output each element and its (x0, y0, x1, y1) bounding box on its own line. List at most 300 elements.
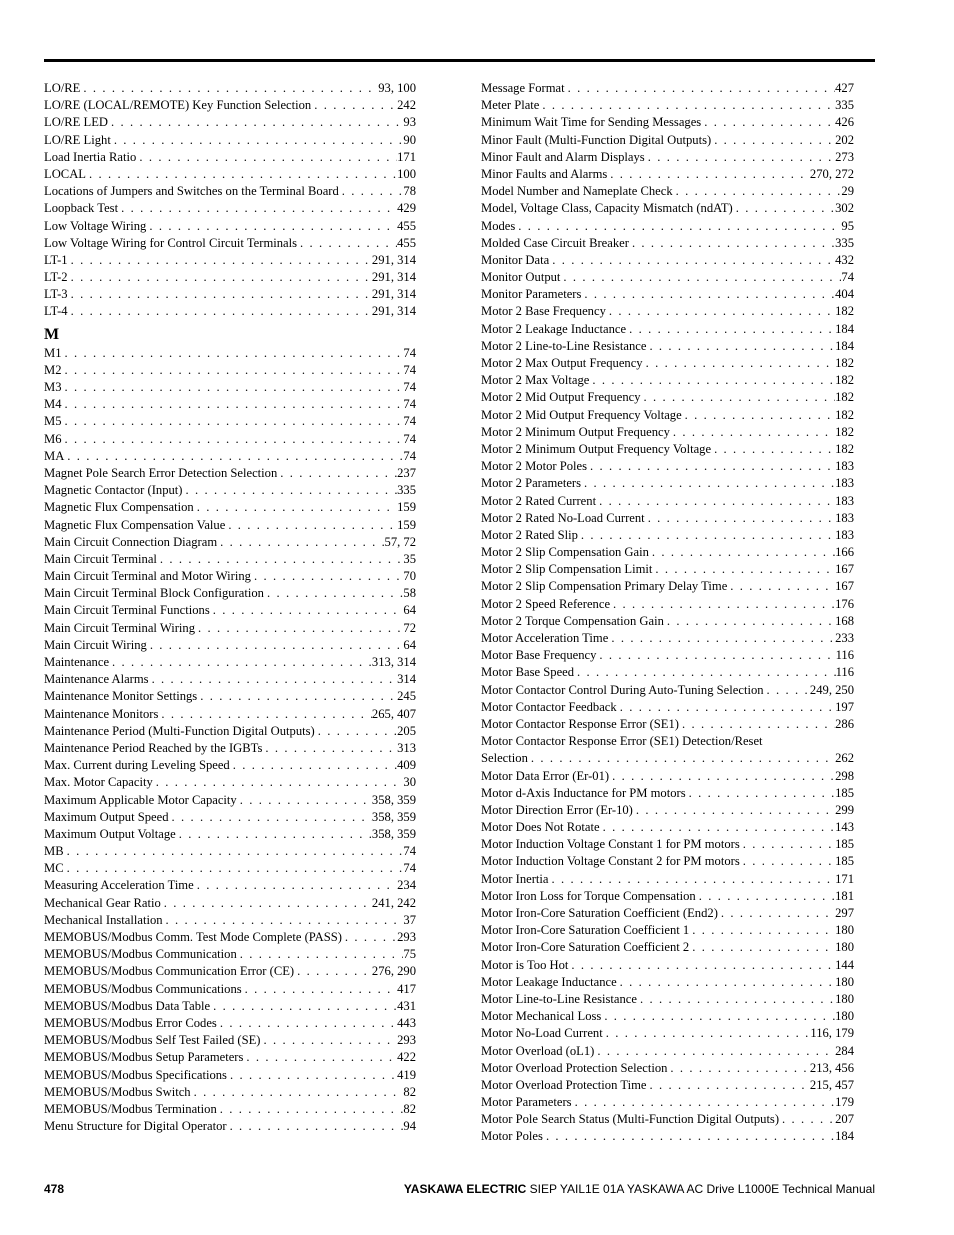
dot-leader (237, 946, 404, 963)
index-entry (44, 946, 416, 963)
index-page-refs: 35 (403, 551, 416, 566)
index-term: Motor 2 Base Frequency (481, 304, 606, 319)
index-term: LOCAL (44, 166, 86, 181)
index-term: Motor 2 Max Voltage (481, 373, 590, 388)
index-term: LO/RE LED (44, 115, 109, 130)
index-entry (481, 939, 854, 956)
index-entry (481, 1008, 854, 1025)
dot-leader (649, 544, 835, 561)
index-page-refs: 202 (835, 132, 854, 147)
dot-leader (158, 706, 372, 723)
index-page-refs: 262 (835, 751, 854, 766)
index-page-refs: 276, 290 (371, 964, 416, 979)
index-entry (481, 1077, 854, 1094)
dot-leader (543, 1128, 835, 1145)
index-page-refs: 273 (835, 149, 854, 164)
dot-leader (147, 637, 404, 654)
index-group-m (44, 345, 416, 1136)
index-entry (481, 1043, 854, 1060)
index-page-refs: 455 (397, 218, 416, 233)
footer-title: SIEP YAIL1E 01A YASKAWA AC Drive L1000E Technical Manual (526, 1182, 875, 1196)
index-page-refs: 167 (835, 562, 854, 577)
index-term: Minor Fault and Alarm Displays (481, 149, 645, 164)
dot-leader (673, 183, 842, 200)
index-entry (44, 723, 416, 740)
index-entry (481, 510, 854, 527)
index-term: Magnet Pole Search Error Detection Selection (44, 465, 278, 480)
dot-leader (641, 389, 836, 406)
dot-leader (311, 97, 397, 114)
dot-leader (594, 1043, 835, 1060)
index-term: Motor 2 Mid Output Frequency Voltage (481, 407, 682, 422)
index-term: MB (44, 844, 64, 859)
index-term: M3 (44, 380, 62, 394)
dot-leader (608, 630, 835, 647)
dot-leader (701, 114, 835, 131)
dot-leader (62, 379, 404, 396)
index-term: Motor Direction Error (Er-10) (481, 802, 633, 817)
dot-leader (740, 853, 835, 870)
dot-leader (617, 974, 835, 991)
index-page-refs: 74 (403, 380, 416, 394)
index-page-refs: 302 (835, 201, 854, 216)
dot-leader (80, 80, 378, 97)
index-page-refs: 64 (403, 603, 416, 618)
index-entry (44, 465, 416, 482)
index-term: Motor No-Load Current (481, 1026, 603, 1041)
index-entry (44, 1067, 416, 1084)
dot-leader (68, 252, 372, 269)
index-page-refs: 171 (835, 871, 854, 886)
index-page-refs: 176 (835, 596, 854, 611)
dot-leader (711, 441, 835, 458)
dot-leader (727, 578, 835, 595)
index-term: MA (44, 448, 65, 463)
index-entry (44, 200, 416, 217)
index-term: Maximum Applicable Motor Capacity (44, 792, 237, 807)
index-entry (481, 338, 854, 355)
index-term: Motor 2 Motor Poles (481, 459, 588, 474)
index-entry (481, 235, 854, 252)
index-term: Motor Induction Voltage Constant 2 for PM motors (481, 854, 740, 869)
index-term: Modes (481, 218, 516, 233)
index-term: Motor Iron Loss for Torque Compensation (481, 888, 696, 903)
index-page-refs: 100 (397, 166, 416, 181)
index-page-refs: 58 (403, 586, 416, 601)
index-entry (44, 379, 416, 396)
index-term: Message Format (481, 81, 565, 95)
dot-leader (629, 235, 835, 252)
index-entry (44, 114, 416, 131)
index-term: LT-2 (44, 270, 68, 285)
index-page-refs: 182 (835, 390, 854, 405)
index-term: Motor 2 Slip Compensation Primary Delay Time (481, 579, 728, 594)
dot-leader (315, 723, 397, 740)
index-entry (44, 269, 416, 286)
index-term: MEMOBUS/Modbus Termination (44, 1101, 217, 1116)
index-page-refs: 233 (835, 631, 854, 645)
index-term: Motor d-Axis Inductance for PM motors (481, 785, 686, 800)
dot-leader (242, 981, 397, 998)
index-entry (481, 407, 854, 424)
dot-leader (652, 561, 835, 578)
index-term: Motor Base Frequency (481, 648, 597, 663)
index-entry (481, 321, 854, 338)
dot-leader (565, 80, 836, 97)
index-page-refs: 171 (397, 149, 416, 164)
index-page-refs: 358, 359 (371, 792, 416, 807)
index-term: M4 (44, 397, 62, 412)
index-term: Motor Parameters (481, 1095, 572, 1110)
index-entry (481, 458, 854, 475)
index-term: MEMOBUS/Modbus Communications (44, 981, 242, 996)
index-page-refs: 159 (397, 517, 416, 532)
index-term: Motor Overload (oL1) (481, 1043, 595, 1058)
index-page-refs: 74 (403, 414, 416, 429)
index-page-refs: 291, 314 (371, 270, 416, 285)
index-page-refs: 335 (397, 483, 416, 498)
index-page-refs: 242 (397, 98, 416, 113)
index-term: Motor 2 Minimum Output Frequency (481, 424, 670, 439)
index-term: Motor Data Error (Er-01) (481, 768, 610, 783)
index-term: Motor Overload Protection Time (481, 1077, 647, 1092)
index-page-refs: 234 (397, 878, 416, 893)
index-term: Motor 2 Slip Compensation Limit (481, 562, 653, 577)
index-term: Model, Voltage Class, Capacity Mismatch (ndAT) (481, 201, 733, 216)
index-term: Motor 2 Torque Compensation Gain (481, 613, 664, 628)
index-entry (44, 396, 416, 413)
index-page-refs: 265, 407 (371, 706, 416, 721)
index-term: Motor Mechanical Loss (481, 1009, 602, 1024)
dot-leader (667, 1060, 810, 1077)
dot-leader (568, 957, 835, 974)
index-entry (481, 578, 854, 595)
index-term: Motor 2 Slip Compensation Gain (481, 545, 649, 560)
index-page-refs: 183 (835, 459, 854, 474)
index-page-refs: 93 (403, 115, 416, 130)
index-term: Magnetic Flux Compensation (44, 500, 194, 515)
index-entry (44, 448, 416, 465)
index-entry (481, 785, 854, 802)
index-term: LO/RE (LOCAL/REMOTE) Key Function Selection (44, 98, 312, 113)
dot-leader (251, 568, 403, 585)
index-page-refs: 245 (397, 689, 416, 704)
index-entry (481, 355, 854, 372)
index-page-refs: 299 (835, 802, 854, 817)
dot-leader (62, 345, 404, 362)
index-term: Maintenance (44, 655, 110, 669)
dot-leader (157, 551, 403, 568)
index-entry (44, 1049, 416, 1066)
index-entry (44, 345, 416, 362)
dot-leader (696, 888, 835, 905)
index-entry (481, 303, 854, 320)
index-entry (481, 166, 854, 183)
index-page-refs: 116, 179 (810, 1026, 854, 1041)
index-page-refs: 291, 314 (371, 252, 416, 267)
dot-leader (549, 871, 836, 888)
index-page-refs: 180 (835, 940, 854, 955)
index-term: Motor 2 Rated No-Load Current (481, 510, 645, 525)
index-term: Low Voltage Wiring (44, 218, 147, 233)
index-entry (481, 853, 854, 870)
index-page-refs: 291, 314 (371, 287, 416, 302)
index-term: Mechanical Installation (44, 912, 163, 927)
dot-leader (670, 424, 835, 441)
index-entry (44, 218, 416, 235)
index-entry (44, 499, 416, 516)
index-term: Magnetic Flux Compensation Value (44, 517, 226, 532)
dot-leader (261, 1032, 398, 1049)
index-page-refs: 422 (397, 1050, 416, 1065)
index-term: M5 (44, 414, 62, 429)
index-page-refs: 74 (403, 345, 416, 360)
index-entry (481, 1111, 854, 1128)
index-page-refs: 144 (835, 957, 854, 972)
index-page-refs: 183 (835, 493, 854, 508)
dot-leader (539, 97, 835, 114)
index-page-refs: 181 (835, 888, 854, 903)
page-number: 478 (44, 1182, 65, 1196)
index-term: Motor Inertia (481, 871, 549, 886)
dot-leader (607, 166, 810, 183)
dot-leader (633, 802, 835, 819)
dot-leader (210, 998, 397, 1015)
dot-leader (194, 877, 397, 894)
index-page-refs: 293 (397, 1033, 416, 1048)
index-page-refs: 207 (835, 1112, 854, 1127)
index-term: Motor 2 Minimum Output Frequency Voltage (481, 441, 712, 456)
index-page-refs: 185 (835, 854, 854, 869)
index-term: Mechanical Gear Ratio (44, 895, 161, 910)
index-term: Motor Iron-Core Saturation Coefficient (End2) (481, 906, 718, 920)
index-term: MEMOBUS/Modbus Data Table (44, 998, 211, 1013)
footer-manual-title (404, 1181, 875, 1197)
index-entry (44, 895, 416, 912)
dot-leader (609, 768, 835, 785)
dot-leader (574, 664, 836, 681)
index-term: Motor 2 Leakage Inductance (481, 321, 627, 336)
index-entry (481, 132, 854, 149)
index-entry (481, 441, 854, 458)
index-page-refs: 70 (403, 569, 416, 584)
index-term: Main Circuit Connection Diagram (44, 534, 218, 549)
dot-leader (109, 654, 372, 671)
index-page-refs: 116 (835, 648, 854, 663)
dot-leader (587, 458, 835, 475)
index-page-refs: 429 (397, 201, 416, 216)
index-entry (44, 774, 416, 791)
index-entry (481, 922, 854, 939)
index-entry (44, 80, 416, 97)
index-page-refs: 409 (397, 758, 416, 773)
index-entry (481, 269, 854, 286)
dot-leader (62, 362, 404, 379)
dot-leader (225, 517, 397, 534)
dot-leader (682, 407, 835, 424)
index-page-refs: 182 (835, 373, 854, 388)
dot-leader (646, 1077, 809, 1094)
index-page-refs: 182 (835, 407, 854, 422)
index-entry (44, 149, 416, 166)
index-entry (481, 596, 854, 613)
index-entry (481, 544, 854, 561)
dot-leader (560, 269, 841, 286)
index-term: Motor Poles (481, 1129, 543, 1144)
dot-leader (711, 132, 835, 149)
index-entry (44, 671, 416, 688)
index-entry (44, 286, 416, 303)
dot-leader (600, 819, 836, 836)
index-entry (481, 561, 854, 578)
index-page-refs: 237 (397, 465, 416, 480)
index-entry (481, 819, 854, 836)
dot-leader (217, 534, 384, 551)
dot-leader (740, 836, 835, 853)
dot-leader (183, 482, 398, 499)
index-page-refs: 182 (835, 304, 854, 319)
dot-leader (645, 510, 835, 527)
index-entry (44, 912, 416, 929)
index-page-refs: 284 (835, 1043, 854, 1058)
index-term: Molded Case Circuit Breaker (481, 235, 629, 250)
index-page-refs: 213, 456 (809, 1060, 854, 1075)
index-entry (481, 802, 854, 819)
index-entry (481, 149, 854, 166)
dot-leader (136, 149, 397, 166)
index-page-refs: 182 (835, 424, 854, 439)
index-entry (44, 1118, 416, 1135)
index-page-refs: 37 (403, 912, 416, 927)
dot-leader (733, 200, 835, 217)
dot-leader (262, 740, 397, 757)
dot-leader (230, 757, 397, 774)
index-term: Model Number and Nameplate Check (481, 184, 673, 199)
index-term: Max. Current during Leveling Speed (44, 758, 230, 773)
index-entry (481, 768, 854, 785)
dot-leader (528, 750, 835, 767)
dot-leader (606, 303, 835, 320)
index-page-refs: 215, 457 (809, 1077, 854, 1092)
index-term: Main Circuit Terminal Functions (44, 603, 210, 618)
index-term: MEMOBUS/Modbus Switch (44, 1084, 191, 1099)
index-entry (481, 647, 854, 664)
index-term: M1 (44, 345, 62, 360)
dot-leader (294, 963, 372, 980)
dot-leader (64, 843, 404, 860)
index-page-refs: 313 (397, 740, 416, 755)
index-term: Maintenance Monitor Settings (44, 689, 198, 704)
index-term: MEMOBUS/Modbus Communication (44, 947, 237, 962)
index-term: Maintenance Period (Multi-Function Digital Outputs) (44, 723, 315, 738)
index-term: Motor Line-to-Line Resistance (481, 991, 637, 1006)
index-term: Main Circuit Terminal Wiring (44, 620, 195, 635)
index-entry (44, 620, 416, 637)
index-term: Maintenance Monitors (44, 706, 159, 721)
dot-leader (297, 235, 397, 252)
index-page-refs: 180 (835, 923, 854, 938)
index-page-refs: 64 (403, 637, 416, 652)
index-entry (481, 630, 854, 647)
index-term: Motor Iron-Core Saturation Coefficient 2 (481, 940, 690, 955)
index-entry (44, 654, 416, 671)
index-page-refs: 404 (835, 287, 854, 302)
index-page-refs: 183 (835, 527, 854, 542)
dot-leader (578, 527, 835, 544)
index-term: M6 (44, 431, 62, 446)
dot-leader (195, 620, 403, 637)
index-page-refs: 291, 314 (371, 304, 416, 319)
index-term: Low Voltage Wiring for Control Circuit Terminals (44, 235, 298, 250)
index-term: Motor Contactor Response Error (SE1) Detection/Reset (481, 734, 763, 749)
index-term: Motor 2 Parameters (481, 476, 582, 491)
dot-leader (68, 286, 372, 303)
index-entry (44, 431, 416, 448)
index-entry (44, 303, 416, 320)
dot-leader (779, 1111, 835, 1128)
index-term: LT-4 (44, 304, 68, 319)
index-term: Maximum Output Voltage (44, 826, 176, 841)
index-entry (44, 235, 416, 252)
index-entry (44, 1015, 416, 1032)
dot-leader (108, 114, 403, 131)
index-term: Motor Induction Voltage Constant 1 for PM motors (481, 837, 740, 852)
index-entry (44, 860, 416, 877)
index-entry (481, 80, 854, 97)
index-page-refs: 419 (397, 1067, 416, 1082)
index-entry (481, 286, 854, 303)
index-page-refs: 358, 359 (371, 826, 416, 841)
index-entry (481, 750, 854, 767)
index-group-m-continued (481, 80, 854, 1146)
index-column-left (44, 80, 416, 1135)
index-term: MEMOBUS/Modbus Setup Parameters (44, 1050, 244, 1065)
dot-leader (153, 774, 404, 791)
index-page-refs: 74 (403, 448, 416, 463)
index-group-l (44, 80, 416, 321)
index-page-refs: 74 (403, 861, 416, 876)
index-page-refs: 93, 100 (378, 81, 416, 95)
index-entry (44, 517, 416, 534)
dot-leader (64, 448, 403, 465)
dot-leader (581, 475, 835, 492)
dot-leader (277, 465, 397, 482)
index-term: Selection (481, 751, 528, 766)
index-entry (44, 1084, 416, 1101)
index-page-refs: 249, 250 (809, 682, 854, 697)
index-entry (481, 991, 854, 1008)
dot-leader (68, 303, 372, 320)
dot-leader (197, 688, 397, 705)
index-page-refs: 431 (397, 998, 416, 1013)
index-entry (44, 792, 416, 809)
index-page-refs: 185 (835, 837, 854, 852)
index-entry (44, 1101, 416, 1118)
index-page-refs: 168 (835, 613, 854, 628)
index-entry (481, 716, 854, 733)
index-entry (481, 888, 854, 905)
index-entry (44, 413, 416, 430)
index-entry (481, 1128, 854, 1145)
index-term: Monitor Parameters (481, 287, 582, 302)
index-entry (481, 1025, 854, 1042)
index-page-refs: 78 (403, 184, 416, 199)
index-page-refs: 427 (835, 81, 854, 95)
index-page-refs: 75 (403, 947, 416, 962)
dot-leader (718, 905, 835, 922)
header-rule (44, 59, 875, 62)
index-term: Main Circuit Terminal and Motor Wiring (44, 569, 251, 584)
